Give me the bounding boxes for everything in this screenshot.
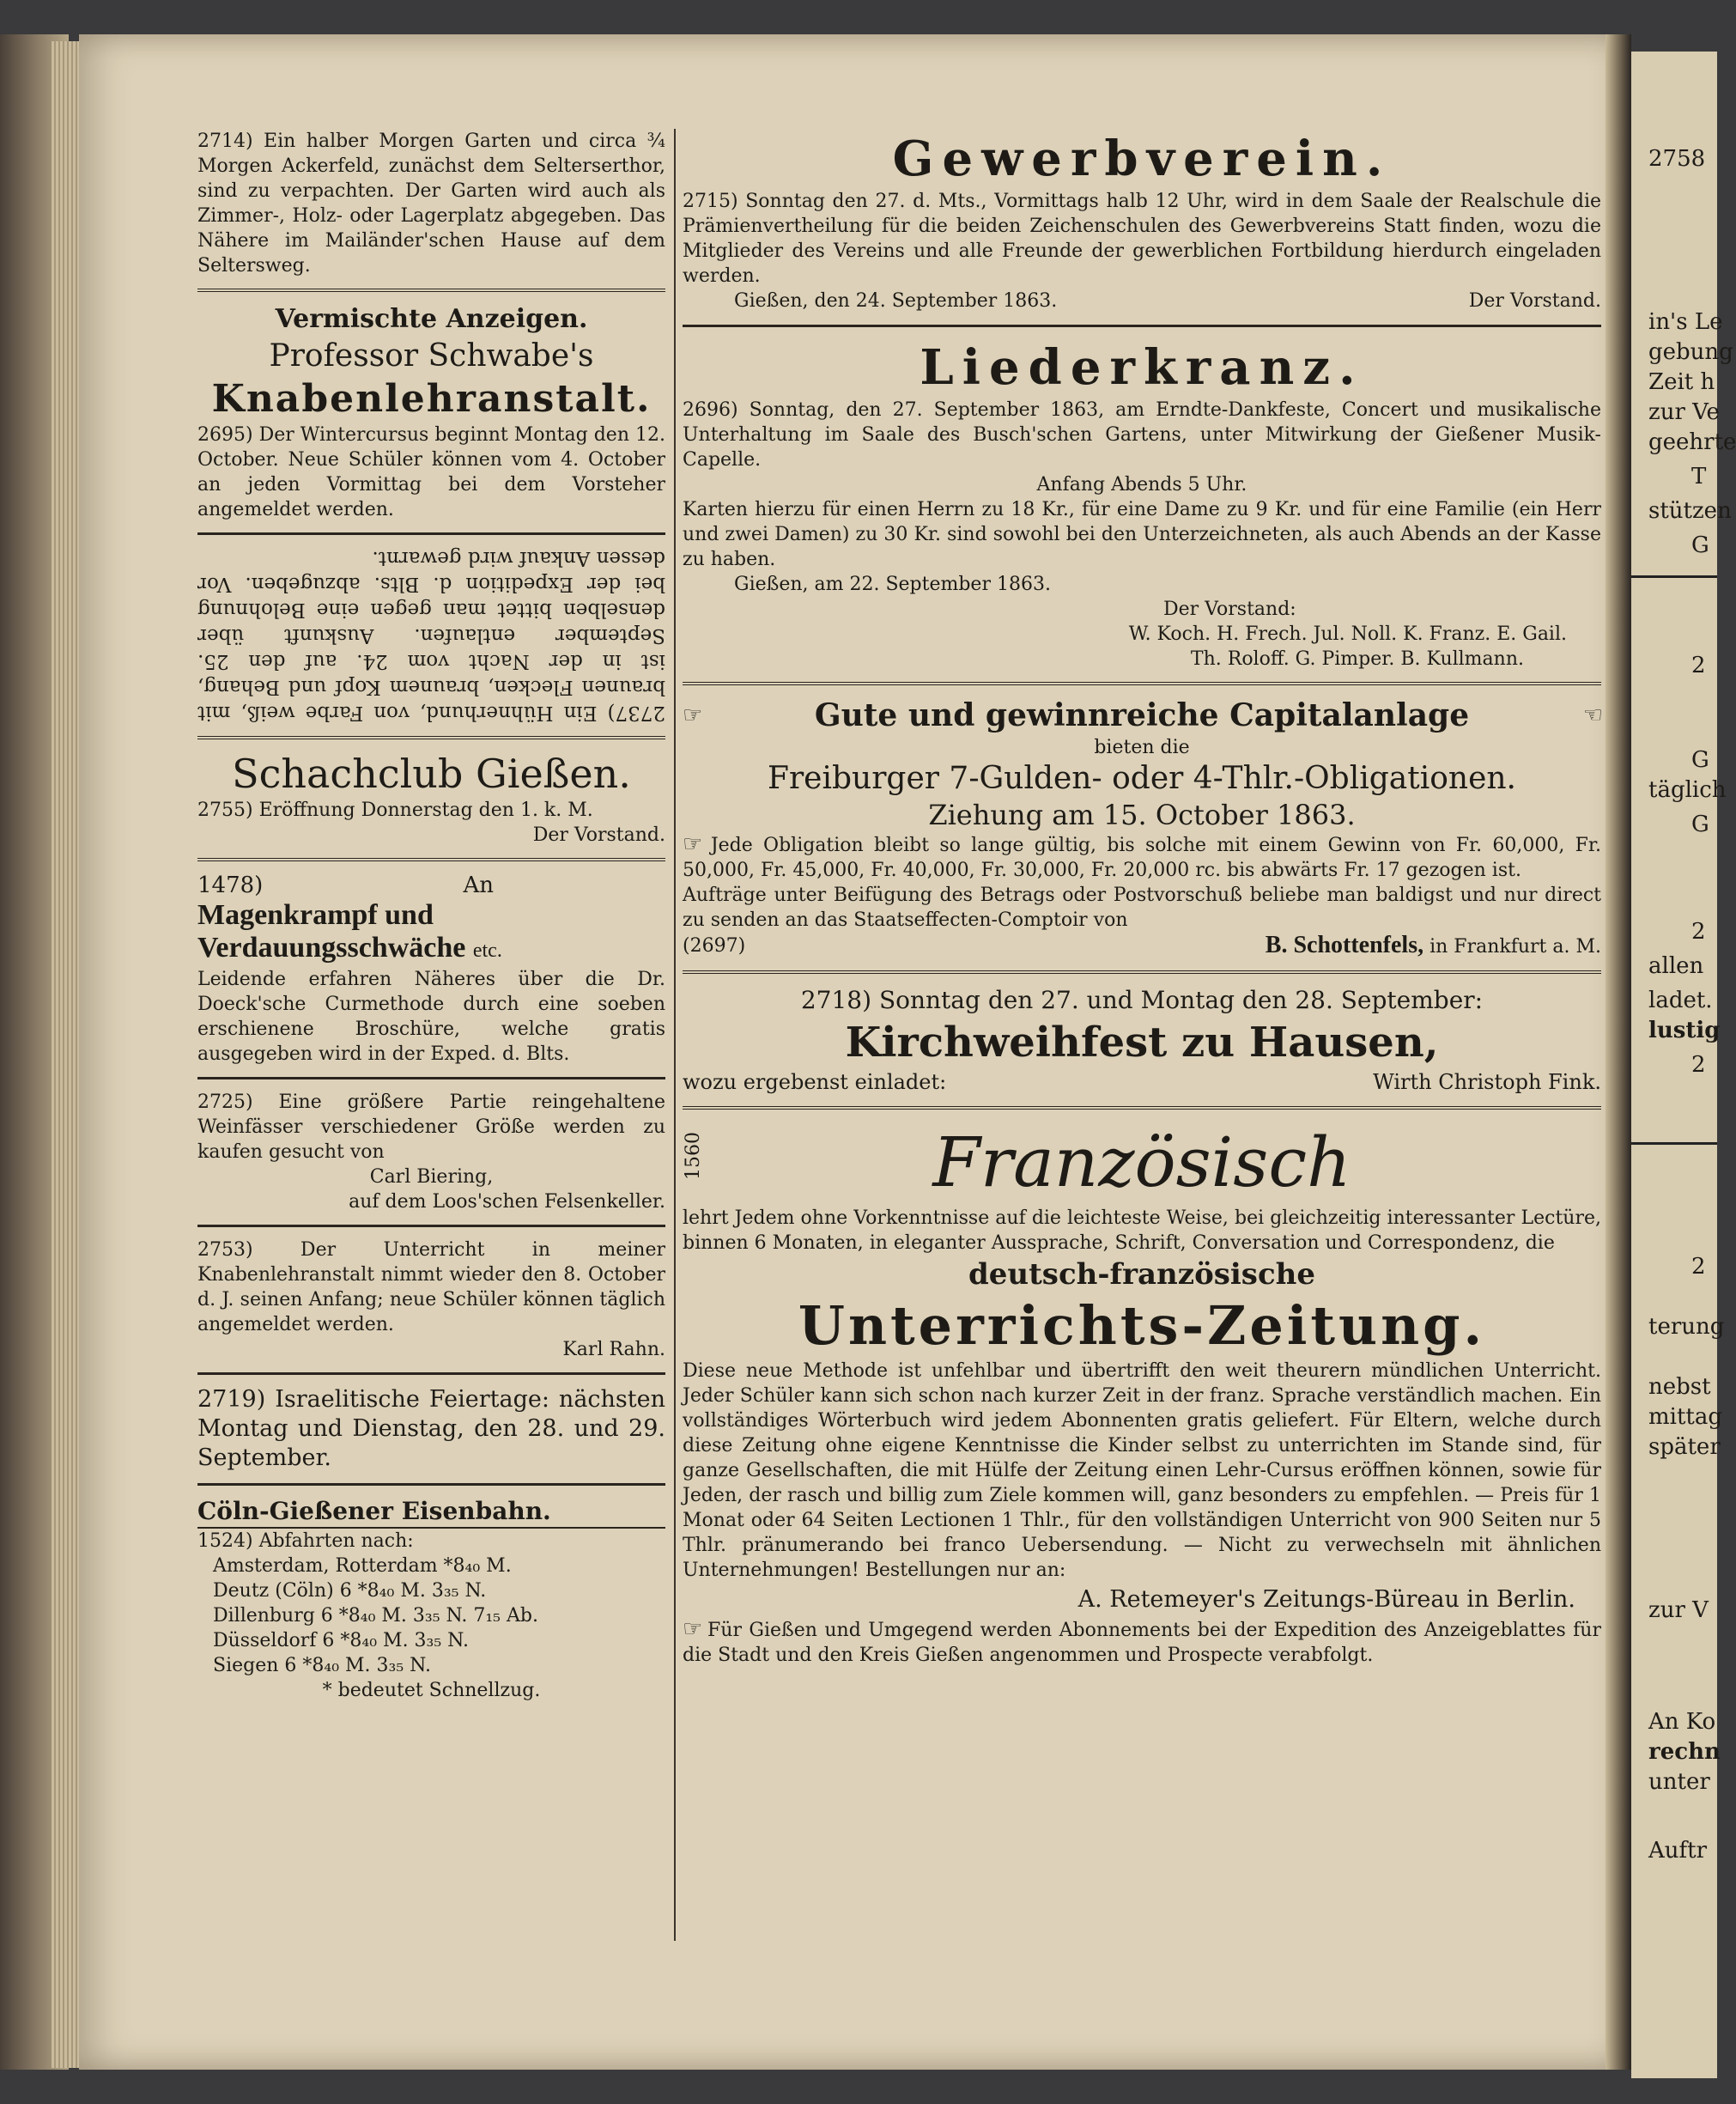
edge-text: mittag (1648, 1404, 1723, 1430)
capital-city: in Frankfurt a. M. (1429, 936, 1601, 958)
ad-1478-number: 1478) (197, 873, 264, 898)
rule (197, 1077, 665, 1079)
rule (683, 682, 1601, 685)
franzoesisch-number: 1560 (683, 1132, 704, 1180)
rail-header: 1524) Abfahrten nach: (197, 1530, 414, 1552)
rail-note: * bedeutet Schnellzug. (322, 1680, 541, 1701)
ad-2737-upside-down: 2737) Ein Hühnerhund, von Farbe weiß, mit braunen Flecken, braunem Kopf und Behang, ist in der Nacht vom 24. auf den 25. September entlaufen. Auskunft über denselben bittet man gegen eine Belohnung bei der Expedition d. Blts. abzugeben. Vor dessen Ankauf wird gewarnt. (197, 547, 665, 724)
gewerbverein-footer (683, 289, 1601, 314)
capital-draw: Ziehung am 15. October 1863. (928, 799, 1356, 831)
edge-text: unter (1648, 1769, 1710, 1795)
liederkranz-signatures: Th. Roloff. G. Pimper. B. Kullmann. (1190, 648, 1524, 670)
liederkranz-signatures: W. Koch. H. Frech. Jul. Noll. K. Franz. E. Gail. (1128, 623, 1567, 645)
section-title: Vermischte Anzeigen. (275, 304, 588, 334)
ad-2725-body: 2725) Eine größere Partie reingehaltene Weinfässer verschiedener Größe werden zu kaufen gesucht von (197, 1092, 665, 1163)
rule (683, 325, 1601, 327)
edge-text: terung (1648, 1314, 1725, 1340)
liederkranz-title: Liederkranz. (920, 339, 1364, 396)
rail-row: Dillenburg 6 *8₄₀ M. 3₃₅ N. 7₁₅ Ab. (213, 1605, 538, 1627)
kirchweih-footer (683, 1068, 1601, 1096)
edge-text: zur Ve (1648, 399, 1720, 425)
edge-text: G (1691, 747, 1709, 773)
edge-rule (1631, 575, 1717, 578)
franzoesisch-firm: A. Retemeyer's Zeitungs-Büreau in Berlin. (1077, 1586, 1575, 1613)
gewerbverein-signature: Der Vorstand. (1468, 290, 1601, 312)
rail-row: Amsterdam, Rotterdam *8₄₀ M. (213, 1555, 512, 1577)
liederkranz-start: Anfang Abends 5 Uhr. (1036, 474, 1247, 496)
ad-2695-head1: Professor Schwabe's (269, 338, 594, 374)
edge-text: An Ko (1648, 1709, 1716, 1735)
edge-text: G (1691, 812, 1709, 837)
ad-2695-body: 2695) Der Wintercursus beginnt Montag den 12. October. Neue Schüler können vom 4. October an jeden Vormittag bei dem Vorsteher angemeldet werden. (197, 424, 665, 520)
kirchweih-invite: wozu ergebenst einladet: (683, 1070, 947, 1094)
kirchweih-title: Kirchweihfest zu Hausen, (845, 1019, 1439, 1067)
ad-2755-head: Schachclub Gießen. (232, 751, 631, 797)
pointing-hand-icon: ☞ (683, 1616, 708, 1642)
capital-firm-line (1266, 933, 1601, 960)
edge-text: täglich (1648, 777, 1727, 803)
franzoesisch-title: Französisch (932, 1122, 1351, 1202)
ad-2755-body: 2755) Eröffnung Donnerstag den 1. k. M. (197, 800, 593, 821)
capital-offer: bieten die (1094, 737, 1190, 758)
liederkranz-signature-head: Der Vorstand: (1163, 599, 1296, 620)
ad-2753-body: 2753) Der Unterricht in meiner Knabenlehranstalt nimmt wieder den 8. October d. J. seinen Anfang; neue Schüler können täglich angemeldet werden. (197, 1239, 665, 1335)
ad-1478-title (197, 899, 665, 967)
kirchweih-date: 2718) Sonntag den 27. und Montag den 28. September: (800, 986, 1484, 1014)
liederkranz-place: Gießen, am 22. September 1863. (734, 574, 1051, 595)
rail-title: Cöln-Gießener Eisenbahn. (197, 1496, 665, 1529)
franzoesisch-block (683, 1120, 1601, 1206)
column-divider (674, 129, 676, 1941)
rule (197, 1225, 665, 1227)
edge-text: allen (1648, 953, 1704, 979)
edge-text: 2 (1691, 919, 1706, 945)
ad-2753-signature: Karl Rahn. (562, 1339, 665, 1360)
edge-text: in's Le (1648, 309, 1723, 335)
edge-text: 2 (1691, 653, 1706, 678)
capital-title-row (683, 696, 1601, 735)
edge-text: T (1691, 464, 1707, 490)
next-page-fragment (1631, 52, 1736, 2078)
edge-text: zur V (1648, 1597, 1709, 1623)
franzoesisch-sub: deutsch-französische (968, 1257, 1316, 1292)
edge-rule (1631, 1142, 1717, 1145)
ad-2755-signature: Der Vorstand. (532, 824, 665, 846)
ad-2725-address: auf dem Loos'schen Felsenkeller. (349, 1191, 665, 1213)
edge-text: 2 (1691, 1254, 1706, 1280)
ad-1478-body: Leidende erfahren Näheres über die Dr. Doeck'sche Curmethode durch eine soeben erschienene Broschüre, welche gratis ausgegeben wird in der Exped. d. Blts. (197, 969, 665, 1065)
edge-text: stützen (1648, 498, 1732, 524)
gewerbverein-body: 2715) Sonntag den 27. d. Mts., Vormittags halb 12 Uhr, wird in dem Saale der Realschule die Prämienvertheilung für die beiden Zeichenschulen des Gewerbvereins Statt finden, wozu die Mitglieder des Vereins und alle Freunde der gewerblichen Fortbildung hierdurch eingeladen werden. (683, 191, 1601, 287)
kirchweih-signature: Wirth Christoph Fink. (1373, 1070, 1601, 1094)
ad-1478-title-text: Magenkrampf und Verdauungsschwäche (197, 899, 466, 964)
edge-text: rechn (1648, 1739, 1721, 1765)
edge-text: Zeit h (1648, 369, 1715, 395)
gewerbverein-title: Gewerbverein. (892, 131, 1392, 187)
capital-firm: B. Schottenfels, (1265, 932, 1424, 958)
edge-text: lustig (1648, 1018, 1721, 1043)
edge-text: 2758 (1648, 146, 1706, 172)
franzoesisch-body: Diese neue Methode ist unfehlbar und übertrifft den weit theurern mündlichen Unterricht. Jeder Schüler kann sich schon nach kurzer Zeit in der franz. Sprache verständlich machen. Ein vollständiges Wörterbuch wird jedem Abonnenten gratis geliefert. Für Eltern, welche durch diese Zeitung ohne eigene Kenntnisse die Kinder selbst zu unterrichten im Stande sind, für ganze Gesellschaften, die mit Hülfe der Zeitung einen Lehr-Cursus eröffnen können, sowie für Jeden, der rasch und billig zum Ziele kommen will, ganz besonders zu empfehlen. — Preis für 1 Monat oder 64 Seiten Lectionen 1 Thlr., für den vollständigen Unterricht von 900 Seiten nur 5 Thlr. pränumerando bei franco Uebersendung. — Nicht zu verwechseln mit ähnlichen Unternehmungen! Bestellungen nur an: (683, 1360, 1601, 1581)
rule (197, 1483, 665, 1486)
edge-text: 2 (1691, 1052, 1706, 1078)
edge-text: geehrte (1648, 429, 1736, 455)
rail-row: Deutz (Cöln) 6 *8₄₀ M. 3₃₅ N. (213, 1580, 487, 1602)
capital-orders: Aufträge unter Beifügung des Betrags oder Postvorschuß beliebe man baldigst und nur direct zu senden an das Staatseffecten-Comptoir von (683, 885, 1601, 931)
franzoesisch-paper-title: Unterrichts-Zeitung. (798, 1294, 1486, 1357)
ad-2719: 2719) Israelitische Feiertage: nächsten Montag und Dienstag, den 28. und 29. September. (197, 1386, 665, 1471)
edge-text: G (1691, 532, 1709, 558)
rule (197, 1372, 665, 1375)
rule (197, 736, 665, 739)
edge-text: Auftr (1648, 1838, 1708, 1864)
liederkranz-tickets: Karten hierzu für einen Herrn zu 18 Kr., für eine Dame zu 9 Kr. und für eine Familie (ein Herr und zwei Damen) zu 30 Kr. sind sowohl bei den Unterzeichneten, als auch Abends an der Kasse zu haben. (683, 499, 1601, 570)
franzoesisch-local (683, 1617, 1601, 1668)
franzoesisch-local-text: Für Gießen und Umgegend werden Abonnements bei der Expedition des Anzeigeblattes für die Stadt und den Kreis Gießen angenommen und Prospecte verabfolgt. (683, 1620, 1601, 1666)
capital-bonds: Freiburger 7-Gulden- oder 4-Thlr.-Obligationen. (767, 761, 1516, 796)
ad-2725-name: Carl Biering, (369, 1166, 494, 1188)
rule (683, 1106, 1601, 1110)
rule (197, 858, 665, 861)
ad-1478-an: An (463, 873, 494, 898)
ad-2695-head2: Knabenlehranstalt. (211, 377, 652, 421)
book-gutter (1605, 34, 1631, 2070)
capital-title: Gute und gewinnreiche Capitalanlage (814, 697, 1470, 733)
edge-text: gebung (1648, 339, 1733, 365)
capital-body (683, 832, 1601, 883)
ad-1478-etc: etc. (472, 940, 502, 962)
capital-body-text: Jede Obligation bleibt so lange gültig, bis solche mit einem Gewinn von Fr. 60,000, Fr. 50,000, Fr. 45,000, Fr. 40,000, Fr. 30,000, Fr. 20,000 rc. bis abwärts Fr. 17 gezogen ist. (683, 835, 1601, 881)
rule (197, 289, 665, 292)
gewerbverein-place: Gießen, den 24. September 1863. (734, 290, 1058, 312)
edge-text: später (1648, 1434, 1721, 1460)
liederkranz-body: 2696) Sonntag, den 27. September 1863, am Erndte-Dankfeste, Concert und musikalische Unterhaltung im Saale des Busch'schen Gartens, unter Mitwirkung der Gießener Musik-Capelle. (683, 399, 1601, 471)
pointing-hand-icon: ☞ (683, 702, 701, 728)
rail-row: Siegen 6 *8₄₀ M. 3₃₅ N. (213, 1655, 431, 1676)
right-column (683, 129, 1601, 1668)
pointing-hand-icon: ☞ (683, 831, 711, 857)
rail-row: Düsseldorf 6 *8₄₀ M. 3₃₅ N. (213, 1630, 470, 1651)
capital-footer (683, 933, 1601, 960)
pointing-hand-icon: ☜ (1582, 702, 1601, 728)
capital-number: (2697) (683, 935, 746, 957)
rule (683, 970, 1601, 974)
edge-text: nebst (1648, 1374, 1711, 1400)
ad-2714: 2714) Ein halber Morgen Garten und circa ¾ Morgen Ackerfeld, zunächst dem Selterserthor, sind zu verpachten. Der Garten wird auch als Zimmer-, Holz- oder Lagerplatz abgegeben. Das Nähere im Mailänder'schen Hause auf dem Seltersweg. (197, 131, 665, 277)
ad-1478-header (197, 872, 665, 899)
rule (197, 532, 665, 535)
edge-text: ladet. (1648, 988, 1713, 1013)
left-column (197, 129, 665, 1703)
franzoesisch-intro: lehrt Jedem ohne Vorkenntnisse auf die leichteste Weise, bei gleichzeitig interessanter Lectüre, binnen 6 Monaten, in eleganter Aussprache, Schrift, Conversation und Correspondenz, die (683, 1207, 1601, 1254)
